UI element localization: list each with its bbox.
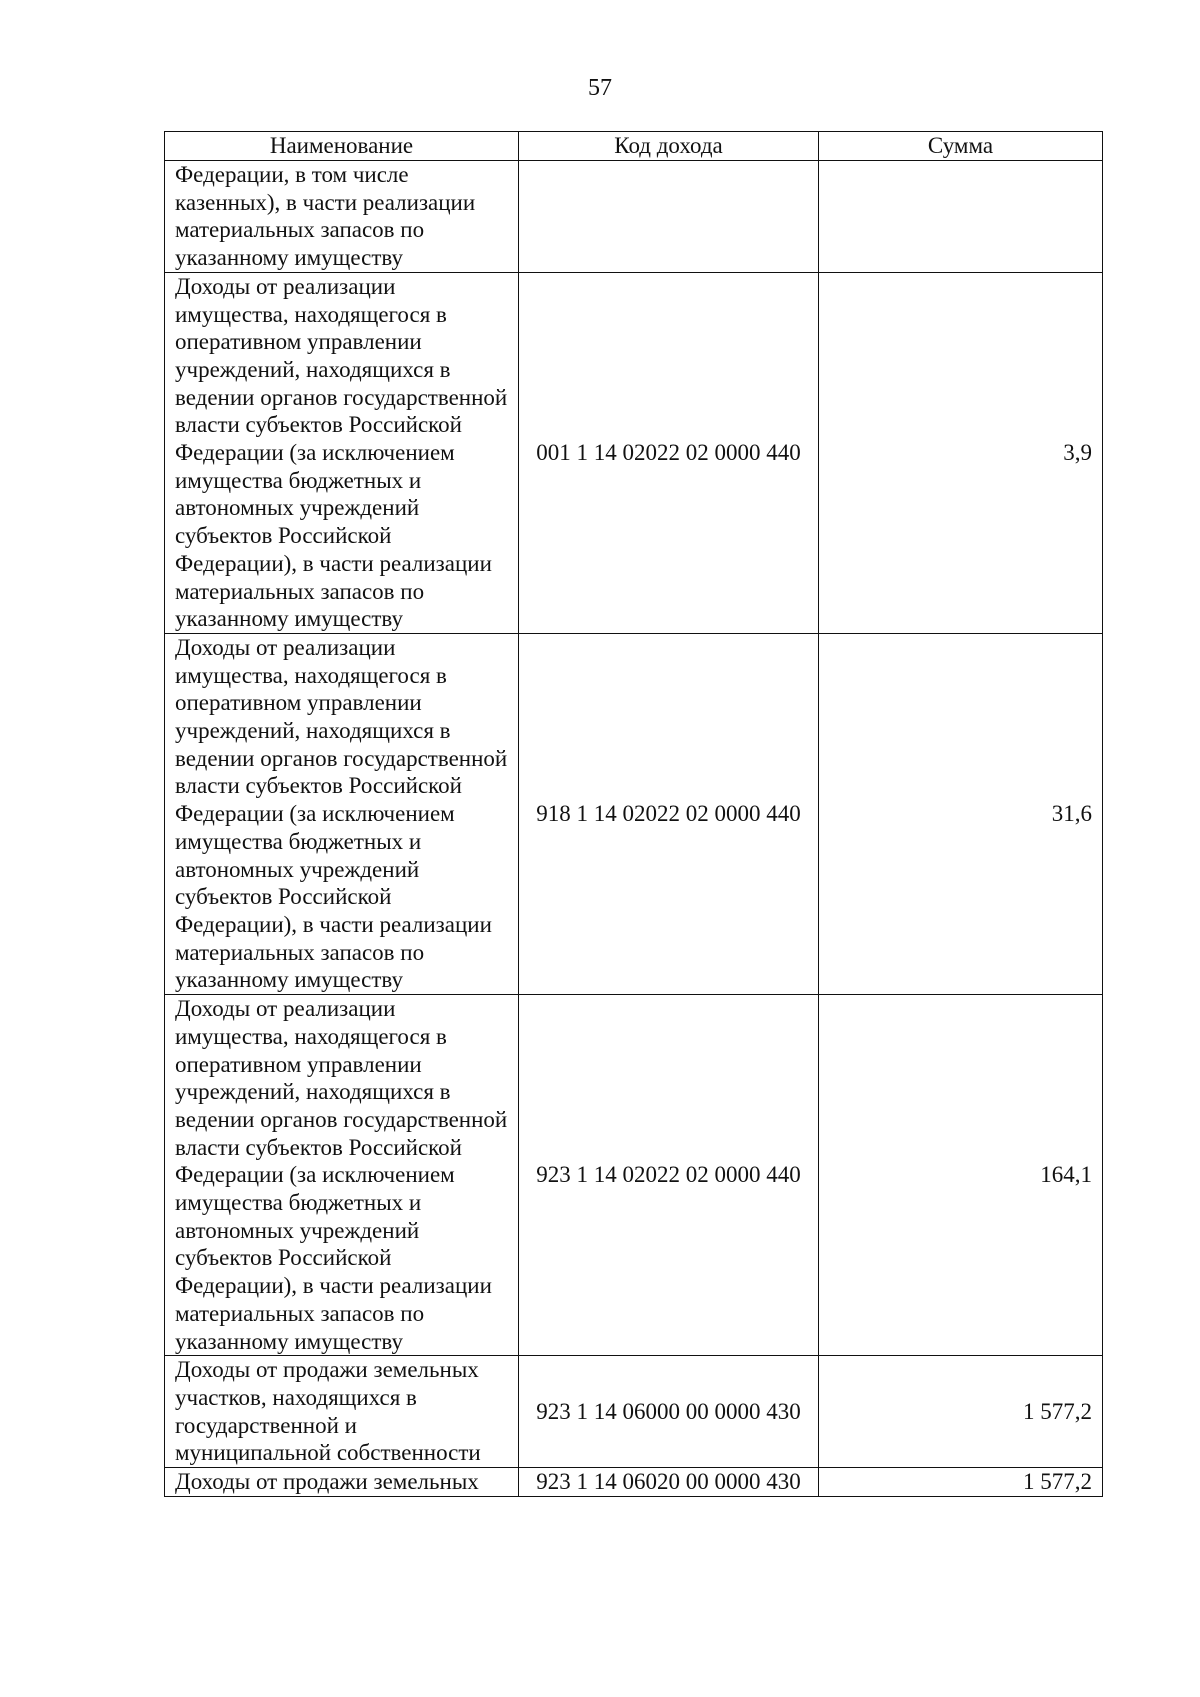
row-code: 918 1 14 02022 02 0000 440: [519, 633, 819, 994]
row-name-cell: [165, 1468, 519, 1497]
table-row: [165, 995, 1103, 1356]
row-name: Доходы от продажи земельных участков, находящихся в государственной и муниципальной собственности: [165, 1356, 519, 1468]
table-row: [165, 272, 1103, 633]
header-sum: Сумма: [819, 132, 1103, 161]
row-name: Доходы от продажи земельных: [175, 1469, 479, 1495]
row-sum: 3,9: [819, 272, 1103, 633]
row-name: Федерации, в том числе казенных), в части реализации материальных запасов по указанному имуществу: [165, 161, 519, 273]
row-sum: 1 577,2: [819, 1356, 1103, 1468]
row-code: 923 1 14 06020 00 0000 430: [519, 1468, 819, 1497]
row-code: 001 1 14 02022 02 0000 440: [519, 272, 819, 633]
header-name: Наименование: [165, 132, 519, 161]
row-name: Доходы от реализации имущества, находящегося в оперативном управлении учреждений, находящихся в ведении органов государственной власти субъектов Российской Федерации (за исключением имущества бюджетных и автономных учреждений субъектов Российской Федерации), в части реализации материальных запасов по указанному имуществу: [165, 995, 519, 1356]
table-row: [165, 633, 1103, 994]
table-row: [165, 161, 1103, 273]
row-code: 923 1 14 02022 02 0000 440: [519, 995, 819, 1356]
row-sum: [819, 161, 1103, 273]
header-code: Код дохода: [519, 132, 819, 161]
row-code: [519, 161, 819, 273]
row-sum: 31,6: [819, 633, 1103, 994]
row-code: 923 1 14 06000 00 0000 430: [519, 1356, 819, 1468]
page-number: 57: [588, 75, 612, 101]
table-row: [165, 1356, 1103, 1468]
row-sum: 164,1: [819, 995, 1103, 1356]
row-name: Доходы от реализации имущества, находящегося в оперативном управлении учреждений, находящихся в ведении органов государственной власти субъектов Российской Федерации (за исключением имущества бюджетных и автономных учреждений субъектов Российской Федерации), в части реализации материальных запасов по указанному имуществу: [165, 272, 519, 633]
revenue-table: [164, 131, 1103, 1497]
row-sum: 1 577,2: [819, 1468, 1103, 1497]
row-name: Доходы от реализации имущества, находящегося в оперативном управлении учреждений, находящихся в ведении органов государственной власти субъектов Российской Федерации (за исключением имущества бюджетных и автономных учреждений субъектов Российской Федерации), в части реализации материальных запасов по указанному имуществу: [165, 633, 519, 994]
table-row: [165, 1468, 1103, 1497]
table-header-row: [165, 132, 1103, 161]
